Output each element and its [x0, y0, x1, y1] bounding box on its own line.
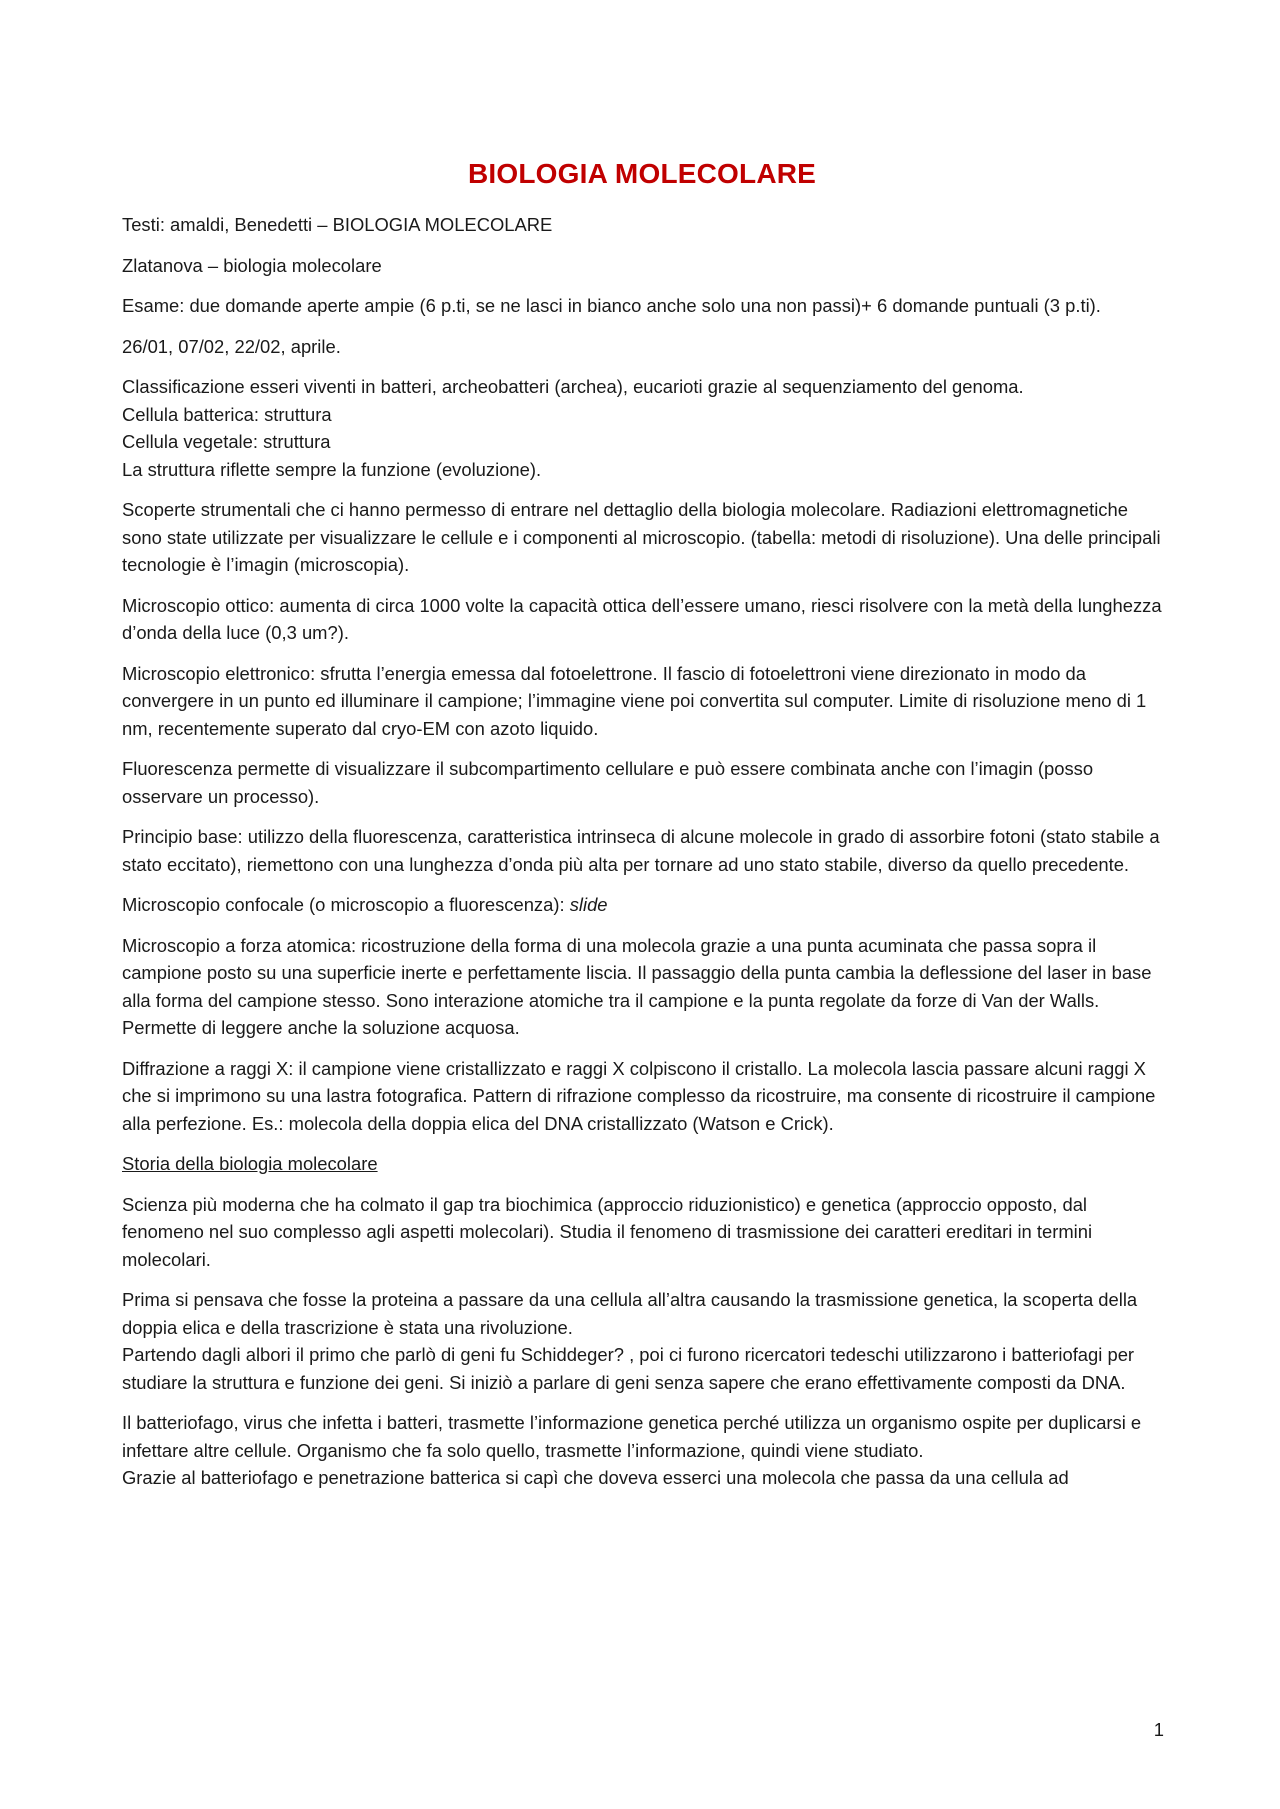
- text-line: Cellula batterica: struttura: [122, 403, 332, 425]
- text-line: Partendo dagli albori il primo che parlò di geni fu Schiddeger? , poi ci furono ricercatori tedeschi utilizzarono i batteriofagi per studiare la struttura e funzione dei geni. Si iniziò a parlare di geni senza sapere che erano effettivamente composti da DNA.: [122, 1344, 1135, 1393]
- page-content: [122, 156, 1162, 1505]
- paragraph-atomic-force: Microscopio a forza atomica: ricostruzione della forma di una molecola grazie a una punta acuminata che passa sopra il campione posto su una superficie inerte e perfettamente liscia. Il passaggio della punta cambia la deflessione del laser in base alla forma del campione stesso. Sono interazione atomiche tra il campione e la punta regolate da forze di Van der Walls. Permette di leggere anche la soluzione acquosa.: [122, 934, 1152, 1038]
- paragraph-modern-science: Scienza più moderna che ha colmato il gap tra biochimica (approccio riduzionistico) e genetica (approccio opposto, dal fenomeno nel suo complesso agli aspetti molecolari). Studia il fenomeno di trasmissione dei caratteri ereditari in termini molecolari.: [122, 1193, 1093, 1270]
- paragraph-dates: 26/01, 07/02, 22/02, aprile.: [122, 335, 341, 357]
- confocal-italic: slide: [569, 894, 608, 915]
- paragraph-basic-principle: Principio base: utilizzo della fluorescenza, caratteristica intrinseca di alcune molecole in grado di assorbire fotoni (stato stabile a stato eccitato), riemettono con una lunghezza d’onda più alta per tornare ad uno stato stabile, diverso da quello precedente.: [122, 826, 1160, 875]
- paragraph-texts: Testi: amaldi, Benedetti – BIOLOGIA MOLECOLARE: [122, 214, 553, 235]
- paragraph-history: [122, 1286, 1162, 1396]
- paragraph-optical-microscope: Microscopio ottico: aumenta di circa 1000 volte la capacità ottica dell’essere umano, riesci risolvere con la metà della lunghezza d’onda della luce (0,3 um?).: [122, 594, 1162, 643]
- text-line: Cellula vegetale: struttura: [122, 431, 331, 452]
- paragraph-classification: [122, 373, 1162, 483]
- text-line: Il batteriofago, virus che infetta i batteri, trasmette l’informazione genetica perché utilizza un organismo ospite per duplicarsi e infettare altre cellule. Organismo che fa solo quello, trasmette l’informazione, quindi viene studiato.: [122, 1412, 1142, 1461]
- paragraph-zlatanova: Zlatanova – biologia molecolare: [122, 254, 382, 276]
- paragraph-exam: Esame: due domande aperte ampie (6 p.ti, se ne lasci in bianco anche solo una non passi)+ 6 domande puntuali (3 p.ti).: [122, 295, 1101, 316]
- confocal-text: Microscopio confocale (o microscopio a fluorescenza):: [122, 894, 570, 915]
- page-number: 1: [1153, 1719, 1164, 1740]
- text-line: La struttura riflette sempre la funzione (evoluzione).: [122, 458, 542, 480]
- paragraph-instrumental-discoveries: Scoperte strumentali che ci hanno permesso di entrare nel dettaglio della biologia molecolare. Radiazioni elettromagnetiche sono state utilizzate per visualizzare le cellule e i componenti al microscopio. (tabella: metodi di risoluzione). Una delle principali tecnologie è l’imagin (microscopia).: [122, 499, 1161, 575]
- page-title: BIOLOGIA MOLECOLARE: [467, 158, 817, 189]
- text-line: Prima si pensava che fosse la proteina a passare da una cellula all’altra causando la trasmissione genetica, la scoperta della doppia elica e della trascrizione è stata una rivoluzione.: [122, 1289, 1138, 1338]
- paragraph-confocal: [122, 891, 1162, 919]
- text-line: Grazie al batteriofago e penetrazione batterica si capì che doveva esserci una molecola che passa da una cellula ad: [122, 1467, 1069, 1488]
- paragraph-x-ray: Diffrazione a raggi X: il campione viene cristallizzato e raggi X colpiscono il cristallo. La molecola lascia passare alcuni raggi X che si imprimono su una lastra fotografica. Pattern di rifrazione complesso da ricostruire, ma consente di ricostruire il campione alla perfezione. Es.: molecola della doppia elica del DNA cristallizzato (Watson e Crick).: [122, 1057, 1156, 1134]
- paragraph-fluorescence: Fluorescenza permette di visualizzare il subcompartimento cellulare e può essere combinata anche con l’imagin (posso osservare un processo).: [122, 758, 1094, 807]
- section-heading: Storia della biologia molecolare: [122, 1153, 378, 1174]
- paragraph-bacteriophage: [122, 1409, 1162, 1492]
- paragraph-electron-microscope: Microscopio elettronico: sfrutta l’energia emessa dal fotoelettrone. Il fascio di fotoelettroni viene direzionato in modo da convergere in un punto ed illuminare il campione; l’immagine viene poi convertita sul computer. Limite di risoluzione meno di 1 nm, recentemente superato dal cryo-EM con azoto liquido.: [122, 662, 1147, 739]
- text-line: Classificazione esseri viventi in batteri, archeobatteri (archea), eucarioti grazie al sequenziamento del genoma.: [122, 376, 1024, 397]
